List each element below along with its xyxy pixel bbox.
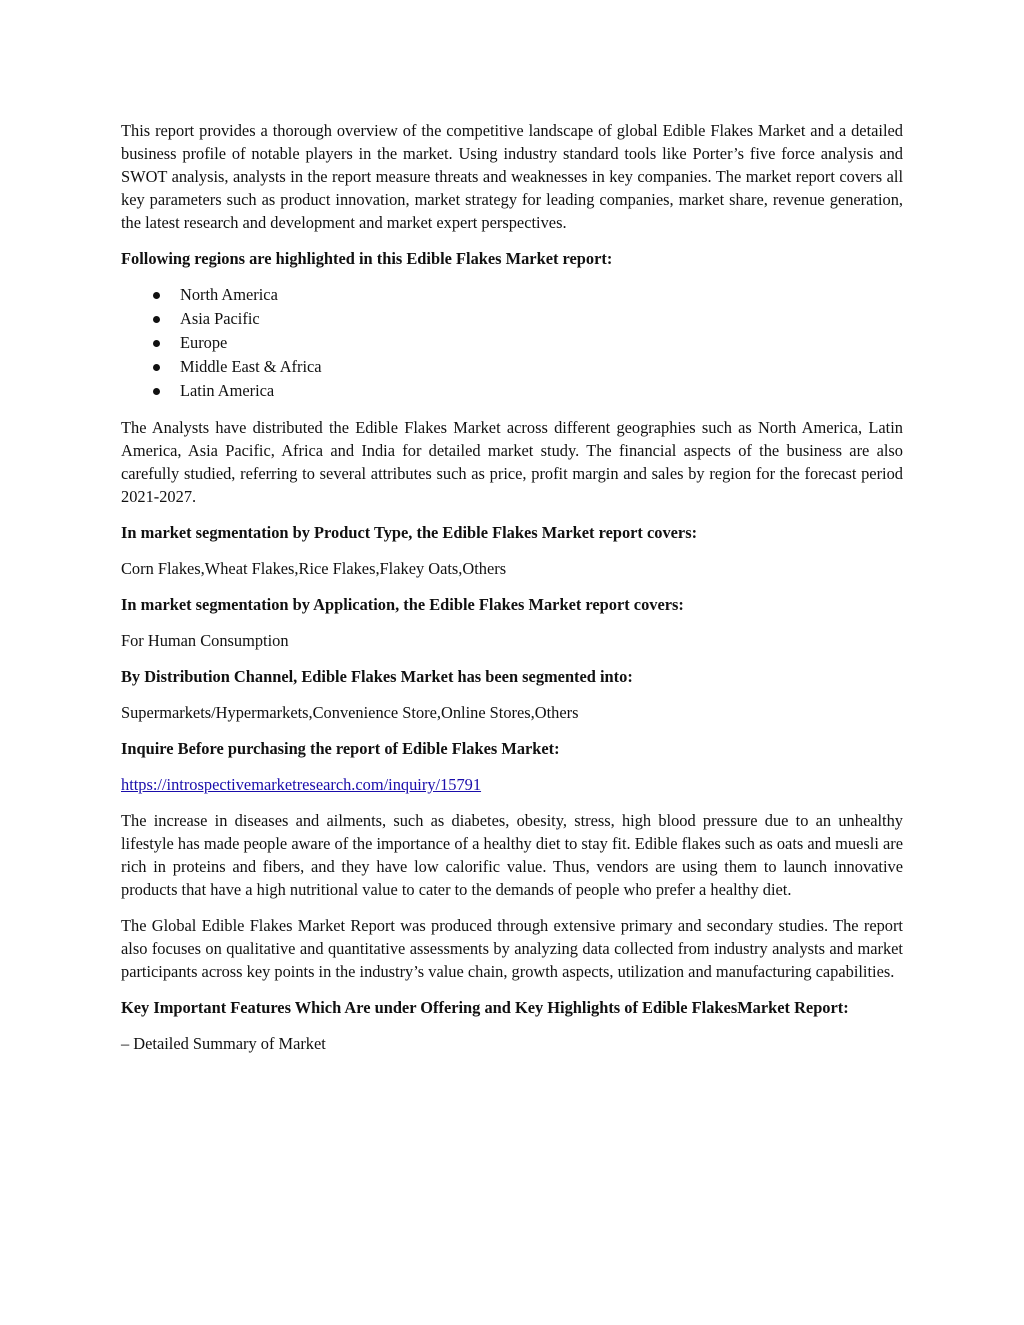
distribution-channels-text: Supermarkets/Hypermarkets,Convenience Store,Online Stores,Others [121,703,579,722]
diseases-paragraph: The increase in diseases and ailments, such as diabetes, obesity, stress, high blood pressure due to an unhealthy lifestyle has made people aware of the importance of a healthy diet to stay fit. Edible flakes such as oats and muesli are rich in proteins and fibers, and they have low calorific value. Thus, vendors are using them to launch innovative products that have a high nutritional value to cater to the demands of people who prefer a healthy diet. [121,811,903,899]
regions-list [121,283,903,403]
region-label: North America [180,285,278,304]
region-label: Europe [180,333,228,352]
feature-item: – Detailed Summary of Market [121,1034,326,1053]
document-body [121,119,903,1055]
region-label: Asia Pacific [180,309,260,328]
bullet-icon [153,316,160,323]
list-item-region [121,307,903,331]
regions-heading: Following regions are highlighted in this Edible Flakes Market report: [121,249,613,268]
global-report-paragraph: The Global Edible Flakes Market Report was produced through extensive primary and secondary studies. The report also focuses on qualitative and quantitative assessments by analyzing data collected from industry analysts and market participants across key points in the industry’s value chain, growth aspects, utilization and manufacturing capabilities. [121,916,903,981]
inquiry-link[interactable]: https://introspectivemarketresearch.com/inquiry/15791 [121,775,482,794]
bullet-icon [153,364,160,371]
intro-paragraph: This report provides a thorough overview of the competitive landscape of global Edible Flakes Market and a detailed business profile of notable players in the market. Using industry standard tools like Porter’s five force analysis and SWOT analysis, analysts in the report measure threats and weaknesses in key companies. The market report covers all key parameters such as product innovation, market strategy for leading companies, market share, revenue generation, the latest research and development and market expert perspectives. [121,121,903,232]
product-types-text: Corn Flakes,Wheat Flakes,Rice Flakes,Flakey Oats,Others [121,559,507,578]
bullet-icon [153,292,160,299]
inquiry-link-row [121,773,903,796]
inquire-heading: Inquire Before purchasing the report of Edible Flakes Market: [121,739,560,758]
region-label: Middle East & Africa [180,357,322,376]
application-heading: In market segmentation by Application, the Edible Flakes Market report covers: [121,595,684,614]
list-item-region [121,331,903,355]
bullet-icon [153,340,160,347]
geographies-paragraph: The Analysts have distributed the Edible Flakes Market across different geographies such as North America, Latin America, Asia Pacific, Africa and India for detailed market study. The financial aspects of the business are also carefully studied, referring to several attributes such as price, profit margin and sales by region for the forecast period 2021-2027. [121,418,903,506]
bullet-icon [153,388,160,395]
list-item-region [121,379,903,403]
list-item-region [121,283,903,307]
product-type-heading: In market segmentation by Product Type, the Edible Flakes Market report covers: [121,523,698,542]
list-item-region [121,355,903,379]
applications-text: For Human Consumption [121,631,289,650]
region-label: Latin America [180,381,275,400]
features-heading: Key Important Features Which Are under Offering and Key Highlights of Edible FlakesMarket Report: [121,998,849,1017]
distribution-heading: By Distribution Channel, Edible Flakes Market has been segmented into: [121,667,633,686]
